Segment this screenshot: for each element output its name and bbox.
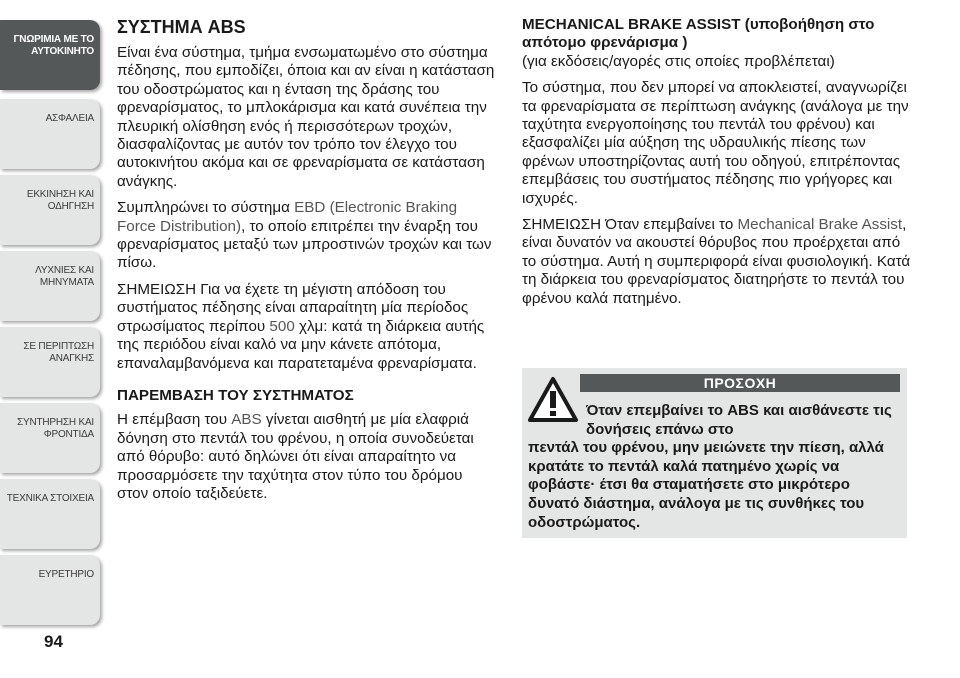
warning-box (522, 368, 907, 538)
warning-title: ΠΡΟΣΟΧΗ (580, 374, 900, 392)
text-run: , είναι δυνατόν να ακουστεί θόρυβος που προέρχεται από το σύστημα. Αυτή η συμπεριφορά είναι φυσιολογική. Κατά τη διάρκεια του φρεναρίσματος διατηρήστε το πεντάλ του φρένου καλά πατημένο. (522, 216, 911, 307)
tab-index[interactable] (0, 555, 100, 625)
tab-maintenance[interactable] (0, 403, 100, 473)
tab-label: ΑΣΦΑΛΕΙΑ (45, 113, 94, 124)
abs-paragraph-2 (117, 199, 497, 273)
intervention-paragraph (117, 411, 497, 503)
warning-text-first: Όταν επεμβαίνει το ABS και αισθάνεστε τις δονήσεις επάνω στο (586, 402, 892, 438)
abs-term: ABS (231, 411, 262, 429)
left-column (117, 16, 497, 511)
mba-term: Mechanical Brake Assist (737, 216, 903, 234)
tab-label: ΓΝΩΡΙΜΙΑ ΜΕ ΤΟ ΑΥΤΟΚΙΝΗΤΟ (13, 34, 94, 57)
mba-subtitle: (για εκδόσεις/αγορές στις οποίες προβλέπεται) (522, 52, 835, 70)
tab-label: ΤΕΧΝΙΚΑ ΣΤΟΙΧΕΙΑ (6, 493, 94, 504)
tab-warning-lights[interactable] (0, 251, 100, 321)
warning-text-rest: πεντάλ του φρένου, μην μειώνετε την πίεση, αλλά κρατάτε το πεντάλ καλά πατημένο χωρίς να φοβάστε· έτσι θα σταματήσετε στο μικρότερο δυνατό διάστημα, ανάλογα με τις συνθήκες του οδοστρώματος. (528, 439, 884, 531)
right-column (522, 16, 914, 316)
tab-label: ΕΚΚΙΝΗΣΗ ΚΑΙ ΟΔΗΓΗΣΗ (26, 189, 94, 212)
tab-safety[interactable] (0, 99, 100, 169)
abs-title: ΣΥΣΤΗΜΑ ABS (117, 17, 246, 37)
tab-label: ΣΥΝΤΗΡΗΣΗ ΚΑΙ ΦΡΟΝΤΙΔΑ (17, 417, 94, 440)
intervention-subtitle: ΠΑΡΕΜΒΑΣΗ ΤΟΥ ΣΥΣΤΗΜΑΤΟΣ (117, 386, 354, 404)
mba-note (522, 216, 914, 308)
abs-paragraph-1: Είναι ένα σύστημα, τμήμα ενσωματωμένο στο σύστημα πέδησης, που εμποδίζει, όποια και αν είναι η κατάσταση του οδοστρώματος και η ένταση της δράσης του φρεναρίσματος, το μπλοκάρισμα και κατά συνέπεια την πλευρική ολίσθηση ενός ή περισσότερων τροχών, διασφαλίζοντας με αυτόν τον τρόπο τον έλεγχο του αυτοκινήτου ακόμα και σε φρεναρίσματα σε κατάσταση ανάγκης. (117, 44, 495, 190)
tab-label: ΛΥΧΝΙΕΣ ΚΑΙ ΜΗΝΥΜΑΤΑ (35, 265, 94, 288)
tab-label: ΣΕ ΠΕΡΙΠΤΩΣΗ ΑΝΑΓΚΗΣ (23, 341, 94, 364)
tab-label: ΕΥΡΕΤΗΡΙΟ (38, 569, 94, 580)
km-value: 500 (269, 317, 295, 335)
abs-note (117, 281, 497, 373)
ebd-term: EBD (Electronic Braking Force Distribution) (117, 199, 458, 235)
text-run: Συμπληρώνει το σύστημα (117, 199, 295, 217)
text-run: γίνεται αισθητή με μία ελαφριά δόνηση στο πεντάλ του φρένου, η οποία συνοδεύεται από θόρυβο: αυτό δηλώνει ότι είναι απαραίτητο να προσαρμόσετε την ταχύτητα στον τύπο του δρόμου στον οποίο ταξιδεύετε. (117, 411, 474, 502)
text-run: , το οποίο επιτρέπει την έναρξη του φρεναρίσματος μεταξύ των μπροστινών τροχών και των πίσω. (117, 217, 492, 272)
mba-title: MECHANICAL BRAKE ASSIST (υποβοήθηση στο απότομο φρενάρισμα ) (522, 16, 875, 52)
text-run: ΣΗΜΕΙΩΣΗ Όταν επεμβαίνει το (522, 216, 738, 234)
tab-emergency[interactable] (0, 327, 100, 397)
text-run: ΣΗΜΕΙΩΣΗ Για να έχετε τη μέγιστη απόδοση του συστήματος πέδησης είναι απαραίτητη μία περίοδος στρωσίματος περίπου (117, 280, 469, 335)
tab-getting-to-know-car[interactable] (0, 20, 100, 90)
mba-paragraph-1: Το σύστημα, που δεν μπορεί να αποκλειστεί, αναγνωρίζει τα φρεναρίσματα σε περίπτωση ανάγκης (ανάλογα με την ταχύτητα ενεργοποίησης του πεντάλ του φρένου) και εξασφαλίζει μία αύξηση της υδραυλικής πίεσης των φρένων υποστηρίζοντας αυτή του οδηγού, επιτρέποντας επεμβάσεις του συστήματος πέδησης πιο γρήγορες και ισχυρές. (522, 79, 909, 207)
warning-text (522, 402, 908, 532)
text-run: χλμ: κατά τη διάρκεια αυτής της περιόδου είναι καλό να μην κάνετε απότομα, επαναλαμβανόμενα και παρατεταμένα φρεναρίσματα. (117, 317, 485, 372)
tab-starting-driving[interactable] (0, 175, 100, 245)
tab-technical-data[interactable] (0, 479, 100, 549)
page-number: 94 (44, 632, 63, 651)
text-run: Η επέμβαση του (117, 411, 232, 429)
